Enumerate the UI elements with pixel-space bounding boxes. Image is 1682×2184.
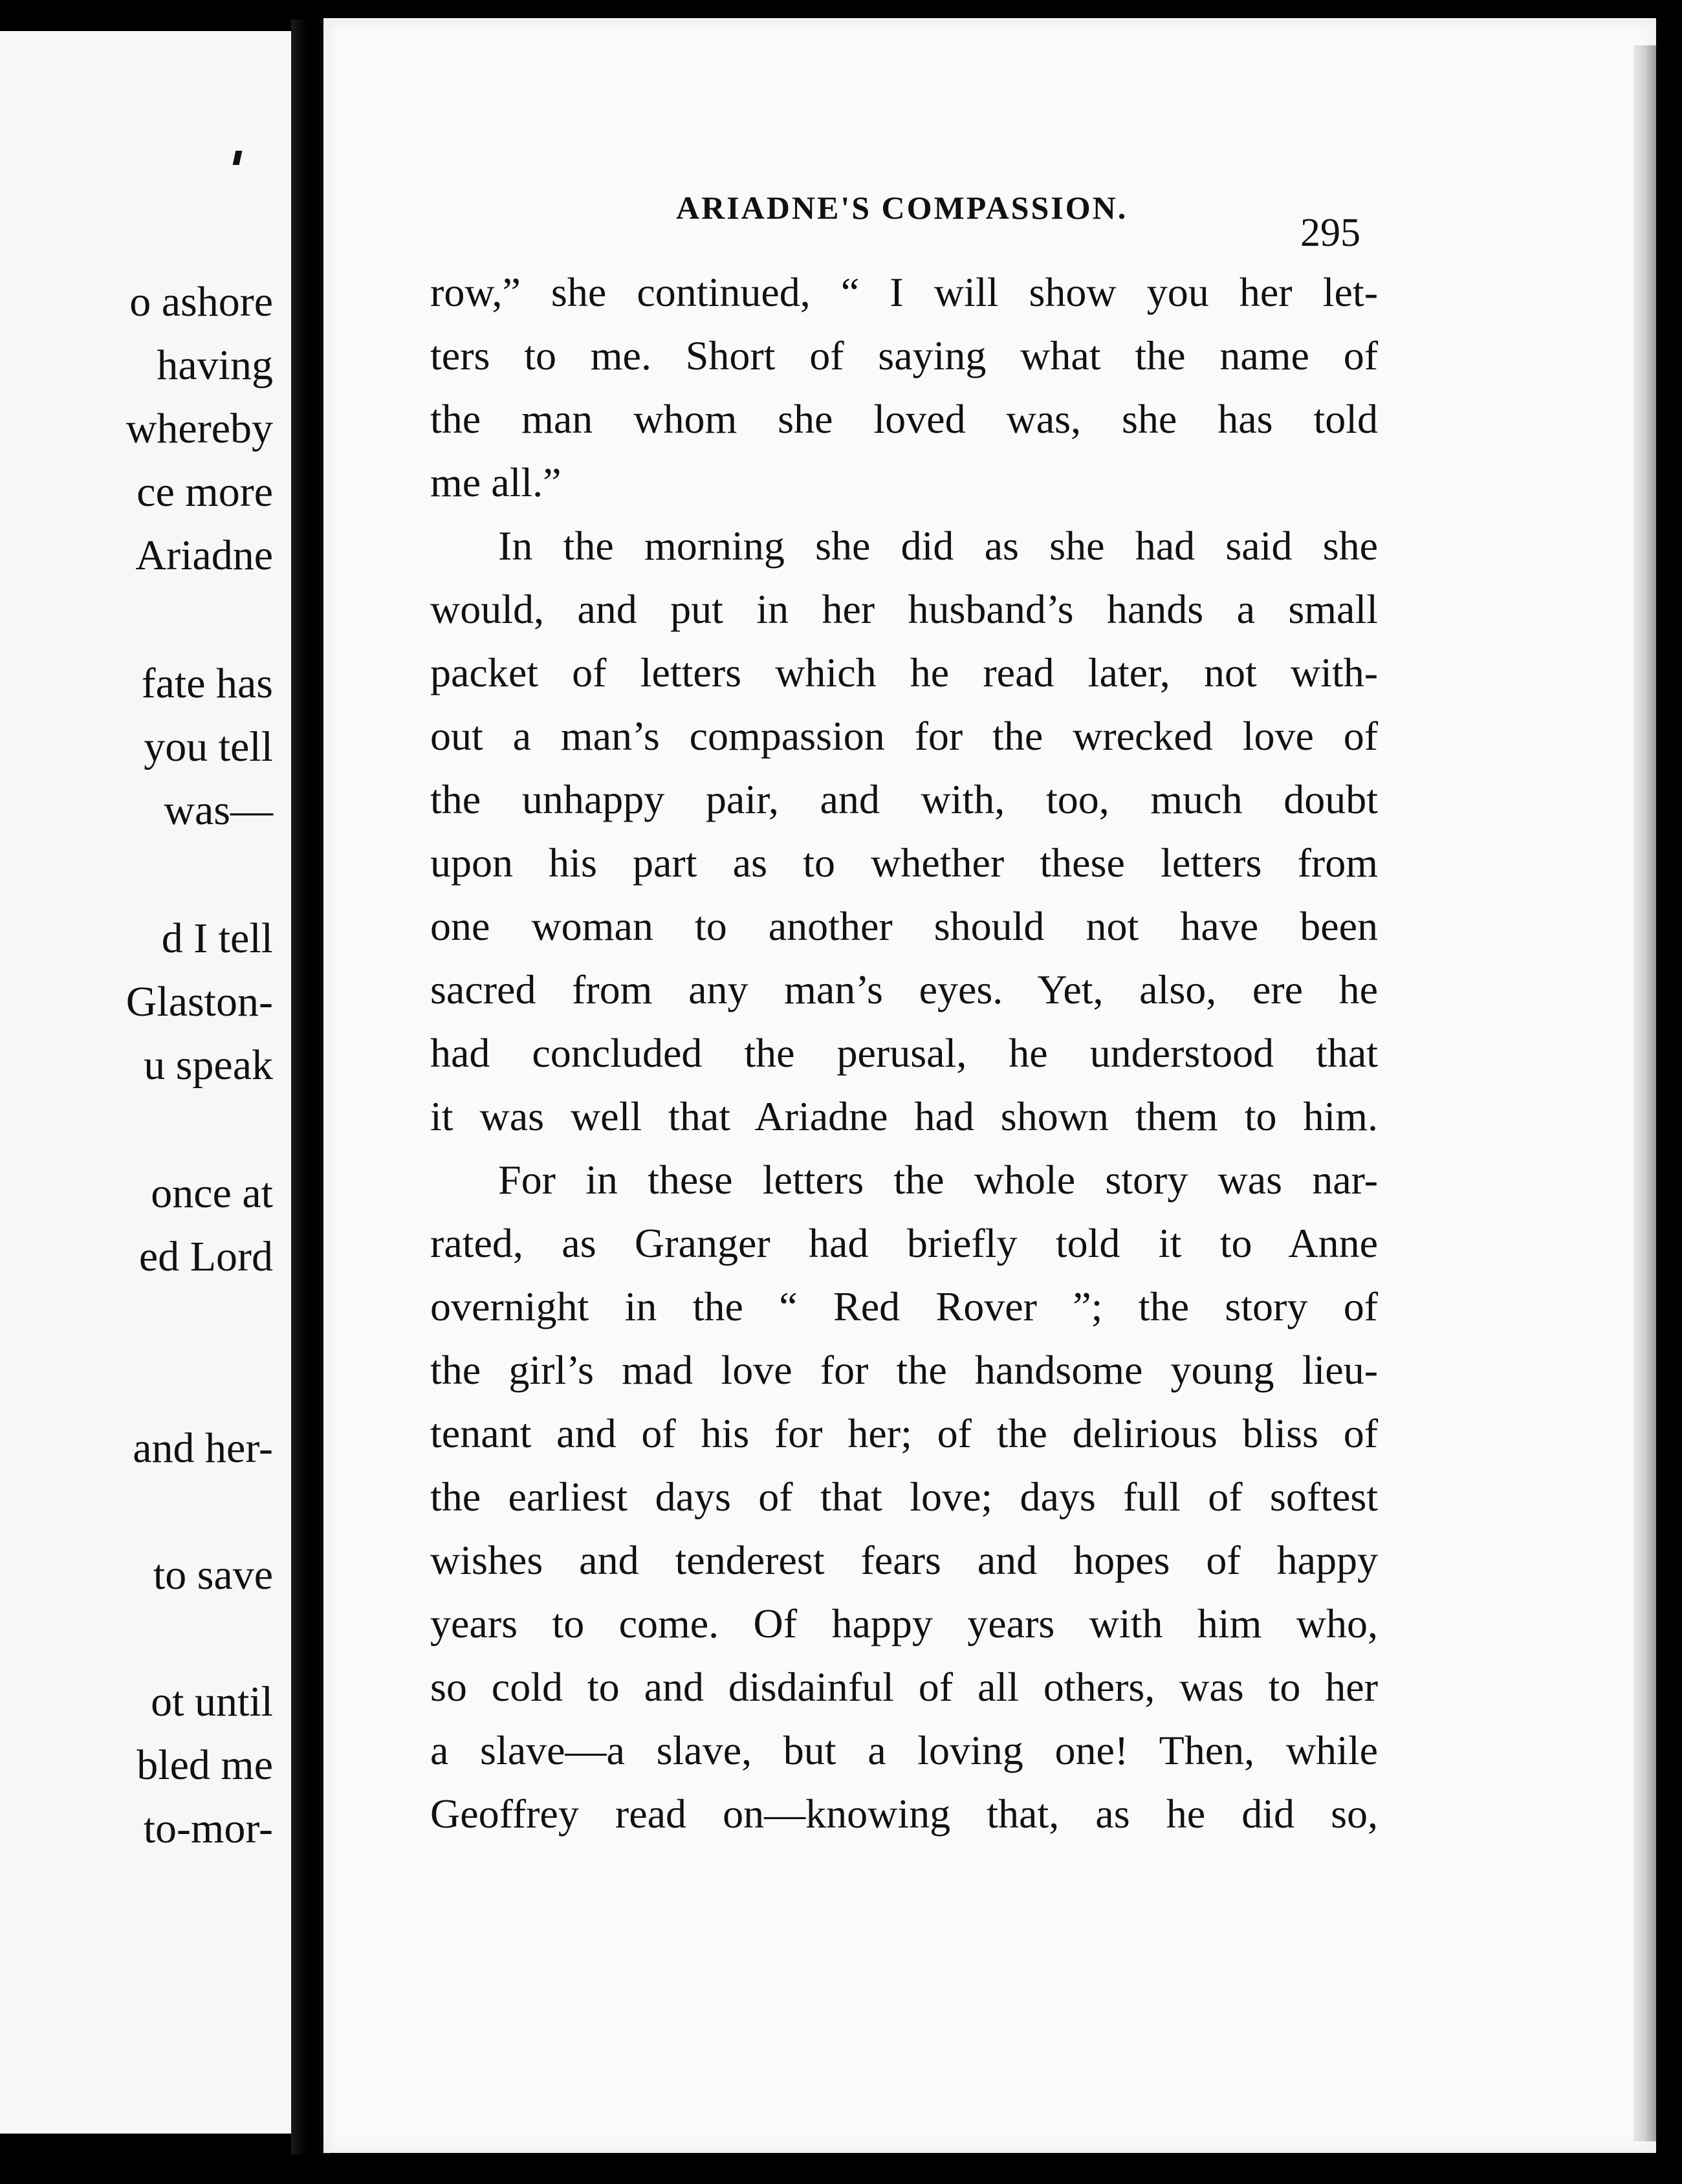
left-page-line: bled me — [137, 1742, 273, 1789]
left-page-line: ce more — [137, 468, 273, 516]
text-line: the girl’s mad love for the handsome young lieu- — [430, 1347, 1378, 1393]
left-page-line: Glaston- — [126, 978, 273, 1025]
text-line: out a man’s compassion for the wrecked love of — [430, 713, 1378, 759]
page-number: 295 — [1300, 211, 1360, 255]
left-facing-page — [0, 31, 291, 2134]
text-line: tenant and of his for her; of the delirious bliss of — [430, 1410, 1378, 1456]
text-line: In the morning she did as she had said she — [498, 523, 1378, 569]
text-line: had concluded the perusal, he understood that — [430, 1030, 1378, 1076]
left-page-line: ed Lord — [138, 1233, 273, 1280]
left-page-line: to save — [153, 1551, 273, 1599]
text-line: overnight in the “ Red Rover ”; the story of — [430, 1283, 1378, 1329]
text-line: the unhappy pair, and with, too, much doubt — [430, 776, 1378, 822]
left-page-line: d I tell — [161, 915, 273, 962]
text-line: row,” she continued, “ I will show you her let- — [430, 269, 1378, 315]
left-page-line: having — [157, 342, 273, 389]
text-line: it was well that Ariadne had shown them to him. — [430, 1093, 1378, 1139]
text-line: the man whom she loved was, she has told — [430, 396, 1378, 442]
text-line: one woman to another should not have been — [430, 903, 1378, 949]
text-line: so cold to and disdainful of all others, was to her — [430, 1664, 1378, 1710]
text-line: For in these letters the whole story was nar- — [498, 1157, 1378, 1203]
text-line: rated, as Granger had briefly told it to Anne — [430, 1220, 1378, 1266]
left-page-line: and her- — [133, 1425, 273, 1472]
ink-mark — [233, 151, 243, 165]
text-line: me all.” — [430, 459, 562, 505]
left-page-line: Ariadne — [135, 532, 273, 579]
text-line: sacred from any man’s eyes. Yet, also, ere he — [430, 966, 1378, 1012]
left-page-line: ot until — [151, 1678, 273, 1725]
left-page-line: fate has — [141, 660, 273, 707]
text-line: Geoffrey read on—knowing that, as he did so, — [430, 1791, 1378, 1837]
text-line: would, and put in her husband’s hands a small — [430, 586, 1378, 632]
text-line: a slave—a slave, but a loving one! Then, while — [430, 1727, 1378, 1773]
text-line: years to come. Of happy years with him who, — [430, 1600, 1378, 1646]
text-line: the earliest days of that love; days full of softest — [430, 1474, 1378, 1520]
left-page-line: o ashore — [129, 278, 273, 325]
text-line: packet of letters which he read later, not with- — [430, 650, 1378, 695]
left-page-line: u speak — [144, 1042, 273, 1089]
page-edge — [1633, 45, 1656, 2141]
text-line: ters to me. Short of saying what the name of — [430, 333, 1378, 378]
text-line: upon his part as to whether these letters from — [430, 840, 1378, 886]
left-page-line: to-mor- — [143, 1805, 273, 1852]
running-head: ARIADNE'S COMPASSION. — [676, 190, 1128, 226]
left-page-line: was— — [164, 787, 273, 834]
left-page-line: once at — [151, 1170, 273, 1217]
left-page-line: you tell — [144, 723, 273, 770]
text-line: wishes and tenderest fears and hopes of happy — [430, 1537, 1378, 1583]
left-page-line: whereby — [126, 405, 273, 452]
